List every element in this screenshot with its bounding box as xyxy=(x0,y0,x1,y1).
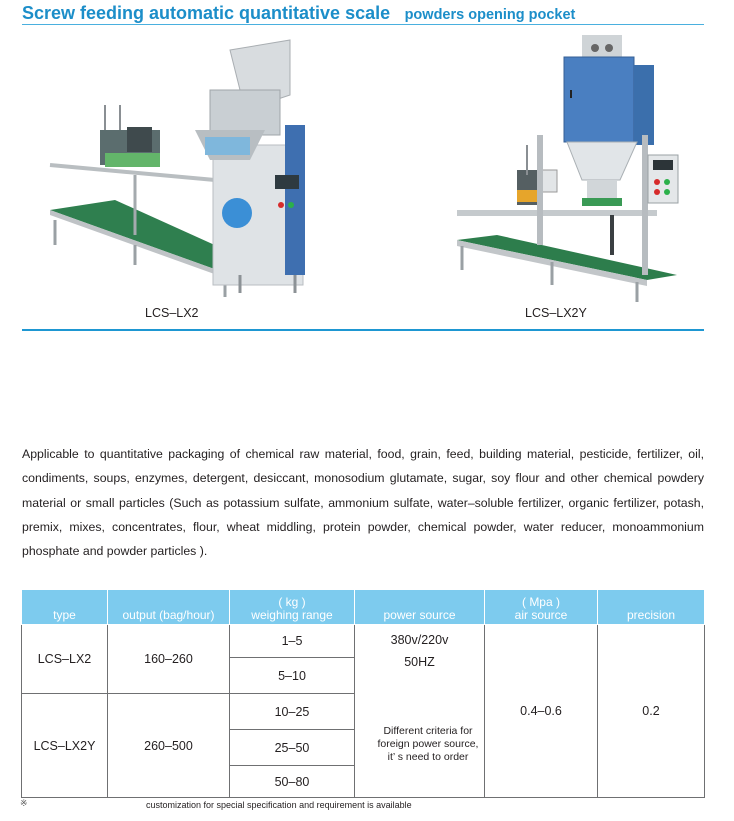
cell-range: 10–25 xyxy=(230,694,355,730)
cell-range: 1–5 xyxy=(230,625,355,658)
table-row xyxy=(22,625,705,658)
table-header-row xyxy=(22,590,705,625)
cell-output-lcs-lx2y: 260–500 xyxy=(108,694,230,798)
power-frequency: 50HZ xyxy=(404,655,435,669)
header-air-source: ( Mpa ) air source xyxy=(485,590,598,625)
subtitle: powders opening pocket xyxy=(404,7,576,23)
page-title xyxy=(22,3,575,24)
machine-lcs-lx2y-image xyxy=(452,30,712,305)
cell-air-source: 0.4–0.6 xyxy=(485,625,598,798)
cell-range: 50–80 xyxy=(230,766,355,798)
cell-range: 25–50 xyxy=(230,730,355,766)
specification-table xyxy=(21,589,705,798)
header-weighing-range: ( kg ) weighing range xyxy=(230,590,355,625)
caption-lcs-lx2y: LCS–LX2Y xyxy=(525,306,587,320)
application-description: Applicable to quantitative packaging of chemical raw material, food, grain, feed, building material, pesticide, fertilizer, oil, condiments, soups, enzymes, detergent, desiccant, monosodium glutamate, sugar, soy flour and other chemical powdery material or small particles (Such as potassium sulfate, ammonium sulfate, water–soluble fertilizer, organic fertilizer, potash, premix, mixes, concentrates, flour, wheat middling, protein powder, chemical powder, water reducer, monoammonium phosphate and powder particles ). xyxy=(22,447,704,559)
cell-power-source xyxy=(355,625,485,798)
cell-range: 5–10 xyxy=(230,658,355,694)
footnote-mark: ※ xyxy=(20,798,28,808)
machine-lcs-lx2-image xyxy=(45,35,315,300)
power-note: Different criteria for foreign power source, it’ s need to order xyxy=(377,725,479,763)
cell-type-lcs-lx2: LCS–LX2 xyxy=(22,625,108,694)
header-output: output (bag/hour) xyxy=(108,590,230,625)
footnote-text: customization for special specification and requirement is available xyxy=(146,800,412,810)
main-title: Screw feeding automatic quantitative scale xyxy=(22,3,391,23)
header-power-source: power source xyxy=(355,590,485,625)
header-type: type xyxy=(22,590,108,625)
power-voltage: 380v/220v xyxy=(390,633,449,647)
cell-type-lcs-lx2y: LCS–LX2Y xyxy=(22,694,108,798)
cell-output-lcs-lx2: 160–260 xyxy=(108,625,230,694)
header-precision: precision xyxy=(598,590,705,625)
top-divider xyxy=(22,24,704,25)
cell-precision: 0.2 xyxy=(598,625,705,798)
caption-lcs-lx2: LCS–LX2 xyxy=(145,306,199,320)
section-divider xyxy=(22,329,704,331)
